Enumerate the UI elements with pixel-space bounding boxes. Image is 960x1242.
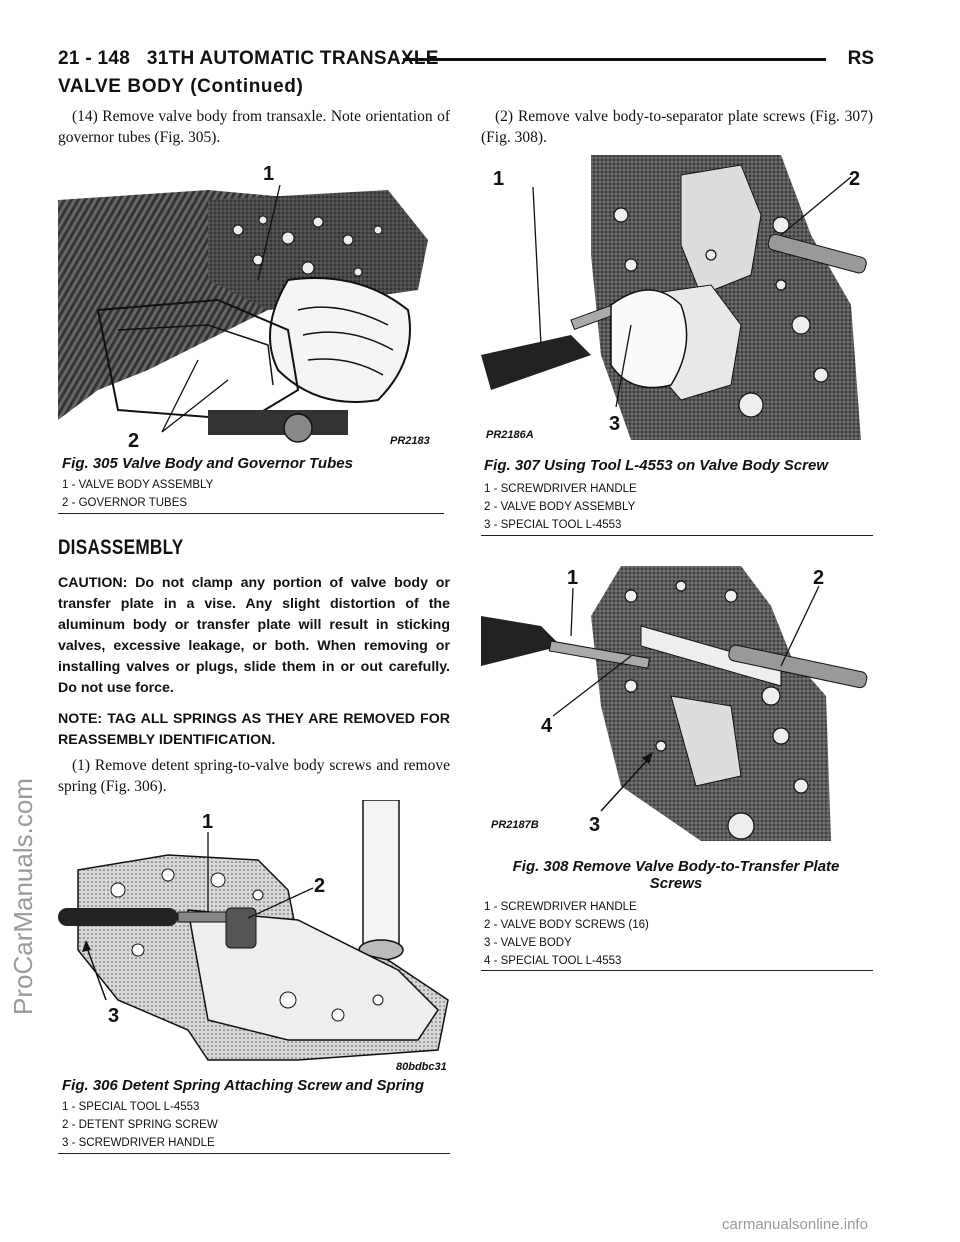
fig306-callout-1: 1 bbox=[202, 811, 214, 833]
fig307-legend-item: 3 - SPECIAL TOOL L-4553 bbox=[484, 519, 622, 531]
fig308-callout-1: 1 bbox=[567, 567, 579, 589]
fig308-rule bbox=[481, 970, 873, 971]
fig305-callout-1: 1 bbox=[263, 163, 275, 185]
disassembly-heading: DISASSEMBLY bbox=[58, 536, 184, 559]
figure-308-illustration bbox=[481, 556, 873, 841]
figure-307-illustration bbox=[481, 155, 873, 440]
fig305-legend-item: 1 - VALVE BODY ASSEMBLY bbox=[62, 479, 214, 491]
step-2-text: (2) Remove valve body-to-separator plate screws (Fig. 307) (Fig. 308). bbox=[481, 108, 873, 146]
step-14-text: (14) Remove valve body from transaxle. Note orientation of governor tubes (Fig. 305). bbox=[58, 108, 450, 146]
fig308-caption-line1: Fig. 308 Remove Valve Body-to-Transfer Plate bbox=[512, 858, 840, 875]
figure-306-illustration bbox=[58, 800, 450, 1074]
fig306-rule bbox=[58, 1153, 450, 1154]
fig305-code: PR2183 bbox=[390, 435, 430, 447]
fig307-legend-item: 1 - SCREWDRIVER HANDLE bbox=[484, 483, 637, 495]
fig308-code: PR2187B bbox=[491, 819, 539, 831]
page-number-title: 21 - 148 31TH AUTOMATIC TRANSAXLE bbox=[58, 48, 439, 69]
page-header bbox=[58, 46, 874, 70]
header-rule bbox=[403, 58, 826, 61]
fig307-callout-1: 1 bbox=[493, 168, 505, 190]
fig308-legend-item: 2 - VALVE BODY SCREWS (16) bbox=[484, 919, 649, 931]
fig308-callout-2: 2 bbox=[813, 567, 825, 589]
fig308-caption-line2: Screws bbox=[649, 875, 703, 892]
fig307-legend-item: 2 - VALVE BODY ASSEMBLY bbox=[484, 501, 636, 513]
fig307-rule bbox=[481, 535, 873, 536]
header-code: RS bbox=[847, 48, 874, 69]
fig307-callout-2: 2 bbox=[849, 168, 861, 190]
fig306-caption: Fig. 306 Detent Spring Attaching Screw and Spring bbox=[62, 1077, 424, 1094]
step-1-text: (1) Remove detent spring-to-valve body screws and remove spring (Fig. 306). bbox=[58, 757, 450, 795]
fig307-legend bbox=[484, 480, 637, 534]
figure-305-illustration bbox=[58, 160, 450, 452]
fig306-legend-item: 2 - DETENT SPRING SCREW bbox=[62, 1119, 218, 1131]
fig306-legend-item: 1 - SPECIAL TOOL L-4553 bbox=[62, 1101, 200, 1113]
fig305-rule bbox=[58, 513, 444, 514]
fig308-caption bbox=[484, 858, 868, 892]
fig308-legend bbox=[484, 898, 649, 970]
fig306-callout-3: 3 bbox=[108, 1005, 120, 1027]
note-text: NOTE: TAG ALL SPRINGS AS THEY ARE REMOVED FOR REASSEMBLY IDENTIFICATION. bbox=[58, 711, 450, 748]
fig308-legend-item: 4 - SPECIAL TOOL L-4553 bbox=[484, 955, 622, 967]
fig305-callout-2: 2 bbox=[128, 430, 140, 452]
fig306-callout-2: 2 bbox=[314, 875, 326, 897]
fig308-callout-4: 4 bbox=[541, 715, 553, 737]
section-continued-title: VALVE BODY (Continued) bbox=[58, 76, 304, 97]
fig305-caption: Fig. 305 Valve Body and Governor Tubes bbox=[62, 455, 353, 472]
fig306-code: 80bdbc31 bbox=[396, 1061, 447, 1073]
fig305-legend bbox=[62, 476, 213, 512]
fig306-legend-item: 3 - SCREWDRIVER HANDLE bbox=[62, 1137, 215, 1149]
fig306-legend bbox=[62, 1098, 218, 1152]
bottom-watermark: carmanualsonline.info bbox=[722, 1216, 868, 1233]
fig307-callout-3: 3 bbox=[609, 413, 621, 435]
fig307-code: PR2186A bbox=[486, 429, 534, 440]
caution-text: CAUTION: Do not clamp any portion of valve body or transfer plate in a vise. Any slight distortion of the aluminum body or transfer plate will result in sticking valves, excessive leakage, or both. When removing or installing valves or plugs, slide them in or out carefully. Do not use force. bbox=[58, 575, 450, 696]
fig308-legend-item: 1 - SCREWDRIVER HANDLE bbox=[484, 901, 637, 913]
fig307-caption: Fig. 307 Using Tool L-4553 on Valve Body Screw bbox=[484, 457, 828, 474]
fig308-legend-item: 3 - VALVE BODY bbox=[484, 937, 572, 949]
fig308-callout-3: 3 bbox=[589, 814, 601, 836]
fig305-legend-item: 2 - GOVERNOR TUBES bbox=[62, 497, 188, 509]
side-watermark: ProCarManuals.com bbox=[8, 778, 38, 1015]
